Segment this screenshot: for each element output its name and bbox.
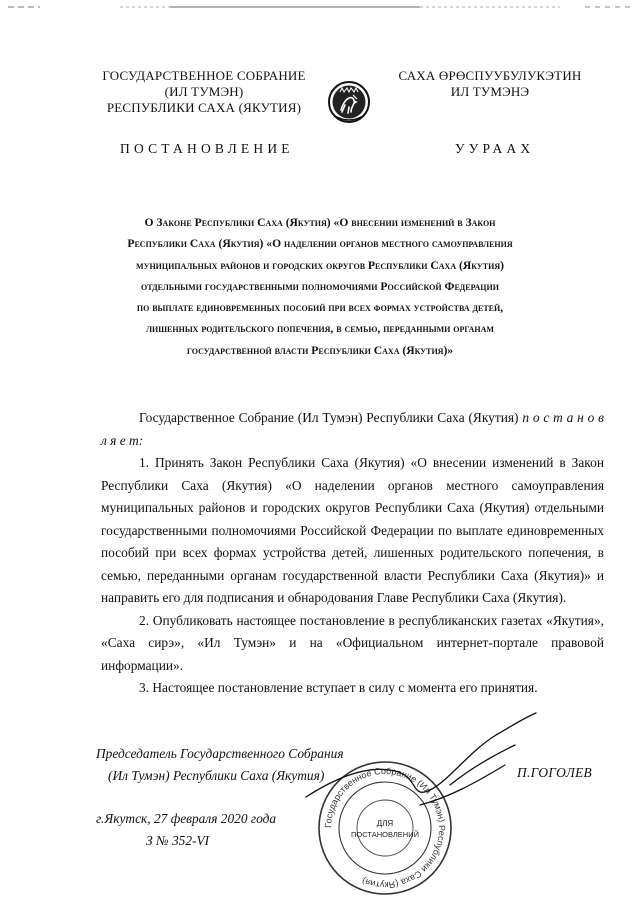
title-line-5: по выплате единовременных пособий при всех формах устройства детей, bbox=[136, 301, 504, 315]
resolves-text: п о с т а н о в л я е т: bbox=[101, 410, 604, 448]
item-3: 3. Настоящее постановление вступает в силу с момента его принятия. bbox=[139, 680, 538, 695]
item-2: 2. Опубликовать настоящее постановление в республиканских газетах «Якутия», «Саха сирэ», «Ил Тумэн» и на «Официальном интернет-портале правовой информации». bbox=[101, 612, 604, 673]
place-and-date bbox=[96, 808, 276, 852]
doc-type-right: УУРААХ bbox=[455, 141, 535, 156]
title-line-4: отдельными государственными полномочиями Российской Федерации bbox=[141, 279, 499, 293]
stamp-center-top: ДЛЯ bbox=[376, 819, 394, 828]
issuer-left bbox=[98, 68, 310, 116]
issuer-left-line-2: (ИЛ ТУМЭН) bbox=[164, 84, 244, 99]
intro-paragraph bbox=[101, 407, 604, 452]
document-number: З № 352-VI bbox=[146, 833, 210, 848]
title-line-2: Республики Саха (Якутия) «О наделении органов местного самоуправления bbox=[127, 237, 513, 251]
document-title bbox=[60, 212, 580, 361]
document-body bbox=[101, 407, 604, 700]
signatory-position-line-2: (Ил Тумэн) Республики Саха (Якутия) bbox=[108, 768, 325, 783]
signatory-position bbox=[96, 743, 344, 787]
stamp-center-bottom: ПОСТАНОВЛЕНИЙ bbox=[350, 830, 420, 839]
intro-text: Государственное Собрание (Ил Тумэн) Республики Саха (Якутия) bbox=[139, 410, 519, 425]
item-1: 1. Принять Закон Республики Саха (Якутия) «О внесении изменений в Закон Республики Саха (Якутия) «О наделении органов местного самоуправления муниципальных районов и городских округов Республики Саха (Якутия) отдельными государственными полномочиями Российской Федерации по выплате единовременных пособий при всех формах устройства детей, лишенных родительского попечения, в семью, переданными органам государственной власти Республики Саха (Якутия)» и направить его для подписания и обнародования Главе Республики Саха (Якутия). bbox=[101, 455, 604, 605]
issuer-right-line-1: САХА ӨРӨСПУУБУЛУКЭТИН bbox=[398, 68, 582, 83]
scan-artifact-line bbox=[0, 4, 640, 10]
title-line-3: муниципальных районов и городских округов Республики Саха (Якутия) bbox=[136, 258, 504, 272]
coat-of-arms-icon bbox=[327, 78, 371, 126]
title-line-7: государственной власти Республики Саха (Якутия)» bbox=[186, 343, 454, 357]
signatory-name: П.ГОГОЛЕВ bbox=[517, 765, 593, 780]
issuer-left-line-3: РЕСПУБЛИКИ САХА (ЯКУТИЯ) bbox=[106, 100, 302, 115]
signatory-position-line-1: Председатель Государственного Собрания bbox=[96, 746, 344, 761]
stamp-ring-text: Государственное Собрание (Ил Тумэн) Республики Саха (Якутия) bbox=[322, 765, 448, 891]
issuer-left-line-1: ГОСУДАРСТВЕННОЕ СОБРАНИЕ bbox=[102, 68, 306, 83]
issuer-right-line-2: ИЛ ТУМЭНЭ bbox=[450, 84, 530, 99]
doc-type-left: ПОСТАНОВЛЕНИЕ bbox=[120, 141, 294, 156]
title-line-6: лишенных родительского попечения, в семью, переданными органам bbox=[146, 322, 494, 336]
issuer-right bbox=[386, 68, 594, 100]
place-date-text: г.Якутск, 27 февраля 2020 года bbox=[96, 811, 277, 826]
title-line-1: О Законе Республики Саха (Якутия) «О внесении изменений в Закон bbox=[144, 216, 496, 229]
